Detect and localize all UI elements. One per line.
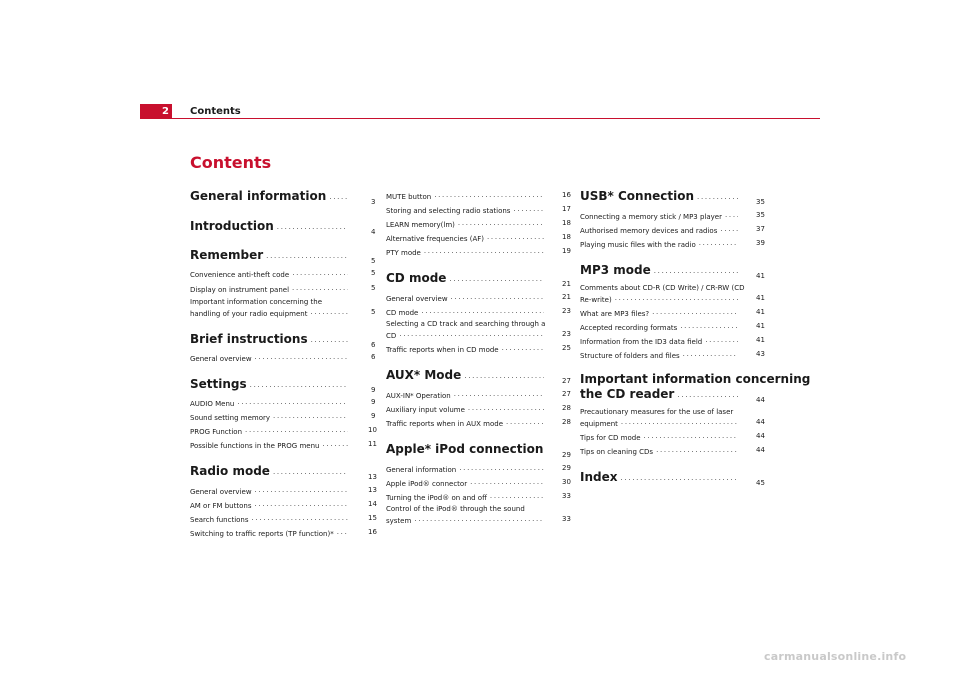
toc-entry[interactable]: Connecting a memory stick / MP3 player ..... 35 bbox=[580, 211, 740, 221]
toc-entry[interactable]: Accepted recording formats ..... 41 bbox=[580, 322, 740, 332]
toc-entry[interactable]: PROG Function ..... 10 bbox=[190, 426, 350, 436]
toc-entry[interactable]: Traffic reports when in AUX mode ..... 28 bbox=[386, 418, 546, 428]
toc-entry[interactable]: General overview ..... 13 bbox=[190, 486, 350, 496]
toc-entry[interactable]: Apple iPod® connector ..... 30 bbox=[386, 478, 546, 488]
toc-entry[interactable]: What are MP3 files? ..... 41 bbox=[580, 308, 740, 318]
toc-entry[interactable]: Tips for CD mode ..... 44 bbox=[580, 432, 740, 442]
toc-entry[interactable]: AUDIO Menu ..... 9 bbox=[190, 398, 350, 408]
toc-entry[interactable]: Turning the iPod® on and off ..... 33 bbox=[386, 492, 546, 502]
toc-entry[interactable]: Re-write) ..... 41 bbox=[580, 294, 740, 304]
toc-heading[interactable]: AUX* Mode ..... 27 bbox=[386, 368, 546, 382]
toc-entry[interactable]: Possible functions in the PROG menu ..... 11 bbox=[190, 440, 350, 450]
toc-entry-line: Selecting a CD track and searching through a bbox=[386, 320, 546, 328]
toc-entry[interactable]: system ..... 33 bbox=[386, 515, 546, 525]
header-rule bbox=[172, 118, 820, 119]
toc-heading[interactable]: CD mode ..... 21 bbox=[386, 271, 546, 285]
toc-entry[interactable]: AUX-IN* Operation ..... 27 bbox=[386, 390, 546, 400]
toc-heading[interactable]: Introduction ..... 4 bbox=[190, 219, 350, 233]
watermark: carmanualsonline.info bbox=[764, 650, 907, 663]
toc-entry[interactable]: Sound setting memory ..... 9 bbox=[190, 412, 350, 422]
toc-entry[interactable]: MUTE button ..... 16 bbox=[386, 191, 546, 201]
toc-entry[interactable]: CD mode ..... 23 bbox=[386, 307, 546, 317]
toc-entry-line: Comments about CD-R (CD Write) / CR-RW (CD bbox=[580, 284, 745, 292]
toc-entry[interactable]: Playing music files with the radio ..... 39 bbox=[580, 239, 740, 249]
toc-entry[interactable]: handling of your radio equipment ..... 5 bbox=[190, 308, 350, 318]
toc-entry-line: Control of the iPod® through the sound bbox=[386, 505, 525, 513]
toc-heading[interactable]: General information ..... 3 bbox=[190, 189, 350, 203]
toc-heading-line: Important information concerning bbox=[580, 372, 811, 386]
toc-entry[interactable]: Structure of folders and files ..... 43 bbox=[580, 350, 740, 360]
toc-heading[interactable]: Index ..... 45 bbox=[580, 470, 740, 484]
page-number: 2 bbox=[140, 104, 172, 119]
toc-heading[interactable]: Apple* iPod connection 29 bbox=[386, 442, 571, 459]
toc-entry[interactable]: Authorised memory devices and radios ..... 37 bbox=[580, 225, 740, 235]
running-title: Contents bbox=[190, 106, 241, 117]
toc-entry[interactable]: General overview ..... 21 bbox=[386, 293, 546, 303]
toc-entry[interactable]: AM or FM buttons ..... 14 bbox=[190, 500, 350, 510]
toc-heading[interactable]: Remember ..... 5 bbox=[190, 248, 350, 262]
page-title: Contents bbox=[190, 153, 272, 172]
toc-entry[interactable]: Information from the ID3 data field ..... 41 bbox=[580, 336, 740, 346]
toc-entry[interactable]: Display on instrument panel ..... 5 bbox=[190, 284, 350, 294]
toc-heading[interactable]: USB* Connection ..... 35 bbox=[580, 189, 740, 203]
toc-entry-line: Important information concerning the bbox=[190, 298, 323, 306]
toc-entry[interactable]: Storing and selecting radio stations ..... 17 bbox=[386, 205, 546, 215]
toc-entry[interactable]: Alternative frequencies (AF) ..... 18 bbox=[386, 233, 546, 243]
toc-entry[interactable]: General overview ..... 6 bbox=[190, 353, 350, 363]
toc-entry[interactable]: Auxiliary input volume ..... 28 bbox=[386, 404, 546, 414]
toc-entry[interactable]: Convenience anti-theft code ..... 5 bbox=[190, 269, 350, 279]
toc-entry[interactable]: equipment ..... 44 bbox=[580, 418, 740, 428]
toc-heading[interactable]: the CD reader ..... 44 bbox=[580, 387, 740, 401]
toc-entry[interactable]: LEARN memory(lm) ..... 18 bbox=[386, 219, 546, 229]
toc-heading[interactable]: Settings ..... 9 bbox=[190, 377, 350, 391]
toc-heading[interactable]: Radio mode ..... 13 bbox=[190, 464, 350, 478]
toc-entry[interactable]: Traffic reports when in CD mode ..... 25 bbox=[386, 344, 546, 354]
toc-entry[interactable]: Search functions ..... 15 bbox=[190, 514, 350, 524]
toc-entry[interactable]: Switching to traffic reports (TP function)* ..... 16 bbox=[190, 528, 350, 538]
toc-entry-line: Precautionary measures for the use of laser bbox=[580, 408, 734, 416]
toc-entry[interactable]: PTY mode ..... 19 bbox=[386, 247, 546, 257]
toc-entry[interactable]: General information ..... 29 bbox=[386, 464, 546, 474]
toc-heading[interactable]: MP3 mode ..... 41 bbox=[580, 263, 740, 277]
toc-entry[interactable]: CD ..... 23 bbox=[386, 330, 546, 340]
toc-heading[interactable]: Brief instructions ..... 6 bbox=[190, 332, 350, 346]
toc-entry[interactable]: Tips on cleaning CDs ..... 44 bbox=[580, 446, 740, 456]
